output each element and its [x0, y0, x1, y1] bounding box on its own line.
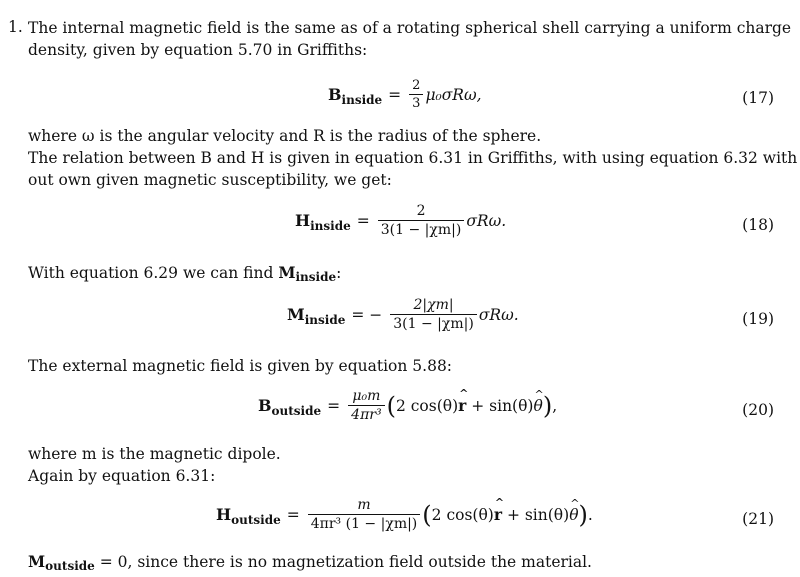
para-after19: The external magnetic field is given by equation 5.88: — [28, 357, 453, 375]
eq20-fraction: $\frac{\text{μ₀m}}{\text{4πr³}}$ — [348, 388, 384, 423]
para-after18: With equation 6.29 we can find Minside: — [28, 263, 342, 284]
equation-17 — [328, 78, 482, 111]
eq18-rest: σRω. — [466, 211, 507, 230]
eq19-lhs: $M_{inside}$ — [287, 305, 346, 327]
equation-19 — [287, 297, 519, 332]
para-after20-line-2: Again by equation 6.31: — [28, 467, 216, 485]
eq19-number: (19) — [742, 310, 774, 328]
eq17-rest: μ₀σRω, — [425, 85, 482, 104]
eq17-equals: = — [388, 85, 402, 104]
eq18-number: (18) — [742, 216, 774, 234]
eq17-fraction: $\frac{2}{3}$ — [409, 78, 423, 111]
eq18-fraction: $\frac{2}{3(1 - |\chi m|)}$ — [378, 203, 465, 238]
eq20-lhs: $B_{outside}$ — [258, 396, 322, 418]
eq21-equals: = — [286, 505, 300, 524]
final-line: Moutside = 0, since there is no magnetization field outside the material. — [28, 552, 592, 573]
eq20-equals: = — [327, 396, 341, 415]
eq21-lhs: $H_{outside}$ — [216, 505, 281, 527]
eq18-lhs: $H_{inside}$ — [295, 211, 351, 233]
intro-line-1: The internal magnetic field is the same as of a rotating spherical shell carrying a uniform charge — [28, 19, 792, 37]
equation-21: $H_{outside}$ = $\frac{m}{\text{4πr³ (1 − |χm|)}}$ ( 2 cos(θ)r ^ + sin(θ)θ ^ ) . — [216, 497, 593, 532]
eq19-rest: σRω. — [478, 305, 519, 324]
eq19-fraction: $\frac{2|\chi m|}{3(1 - |\chi m|)}$ — [390, 297, 477, 332]
eq20-body: 2 cos(θ)r ^ + sin(θ)θ ^ — [396, 396, 543, 415]
equation-20: $B_{outside}$ = $\frac{\text{μ₀m}}{\text{4πr³}}$ ( 2 cos(θ)r ^ + sin(θ)θ ^ ) , — [258, 388, 557, 423]
para-after20-line-1: where m is the magnetic dipole. — [28, 445, 281, 463]
para-after17-line-3: out own given magnetic susceptibility, we get: — [28, 171, 392, 189]
r-hat-icon: r ^ — [494, 505, 502, 524]
eq21-number: (21) — [742, 510, 774, 528]
eq21-body: 2 cos(θ)r ^ + sin(θ)θ ^ — [432, 505, 579, 524]
intro-line-2: density, given by equation 5.70 in Griffiths: — [28, 41, 368, 59]
equation-18 — [295, 203, 506, 238]
para-after17-line-2: The relation between B and H is given in equation 6.31 in Griffiths, with using equation 6.32 with — [28, 149, 798, 167]
eq18-equals: = — [356, 211, 370, 230]
eq19-equals: = − — [351, 305, 383, 324]
eq20-number: (20) — [742, 401, 774, 419]
para-after17-line-1: where ω is the angular velocity and R is the radius of the sphere. — [28, 127, 542, 145]
item-number: 1. — [8, 18, 23, 36]
eq21-fraction: $\frac{m}{\text{4πr³ (1 − |χm|)}}$ — [308, 497, 421, 532]
theta-hat-icon: θ ^ — [533, 397, 542, 415]
theta-hat-icon: θ ^ — [569, 506, 578, 524]
r-hat-icon: r ^ — [458, 396, 466, 415]
eq17-number: (17) — [742, 89, 774, 107]
eq17-lhs: $B_{inside}$ — [328, 85, 383, 107]
